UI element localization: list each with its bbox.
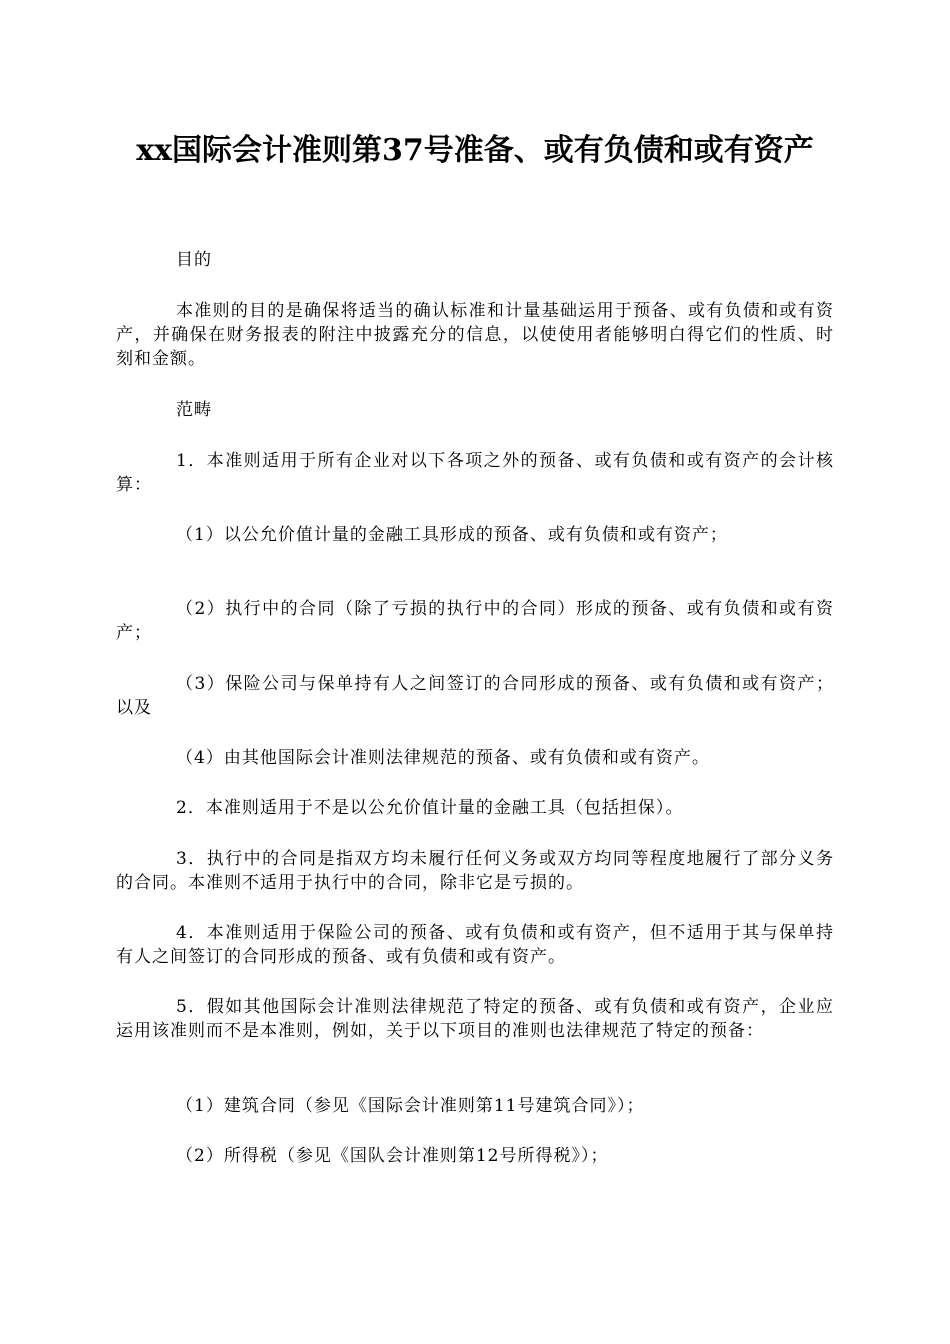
paragraph-item-2: 2．本准则适用于不是以公允价值计量的金融工具（包括担保）。: [176, 798, 684, 818]
paragraph-item-5-1: （1）建筑合同（参见《国际会计准则第11号建筑合同》）；: [176, 1096, 645, 1116]
heading-scope: 范畴: [176, 400, 212, 420]
paragraph-item-1-2: （2）执行中的合同（除了亏损的执行中的合同）形成的预备、或有负债和或有资产；: [116, 599, 834, 643]
paragraph-item-4: 4．本准则适用于保险公司的预备、或有负债和或有资产，但不适用于其与保单持有人之间签订的合同形成的预备、或有负债和或有资产。: [116, 923, 834, 967]
heading-purpose: 目的: [176, 250, 212, 270]
paragraph-item-1: 1．本准则适用于所有企业对以下各项之外的预备、或有负债和或有资产的会计核算：: [116, 451, 834, 495]
paragraph-item-1-3: （3）保险公司与保单持有人之间签订的合同形成的预备、或有负债和或有资产；以及: [116, 674, 834, 718]
document-title: xx国际会计准则第37号准备、或有负债和或有资产: [136, 133, 814, 168]
paragraph-item-1-1: （1）以公允价值计量的金融工具形成的预备、或有负债和或有资产；: [176, 525, 728, 545]
paragraph-purpose: 本准则的目的是确保将适当的确认标准和计量基础运用于预备、或有负债和或有资产，并确保在财务报表的附注中披露充分的信息，以使使用者能够明白得它们的性质、时刻和金额。: [116, 301, 834, 369]
paragraph-item-5-2: （2）所得税（参见《国队会计准则第12号所得税》）；: [176, 1146, 609, 1166]
paragraph-item-5: 5．假如其他国际会计准则法律规范了特定的预备、或有负债和或有资产，企业应运用该准则而不是本准则，例如，关于以下项目的准则也法律规范了特定的预备：: [116, 997, 834, 1041]
paragraph-item-1-4: （4）由其他国际会计准则法律规范的预备、或有负债和或有资产。: [176, 748, 710, 768]
paragraph-item-3: 3．执行中的合同是指双方均未履行任何义务或双方均同等程度地履行了部分义务的合同。本准则不适用于执行中的合同，除非它是亏损的。: [116, 849, 834, 893]
